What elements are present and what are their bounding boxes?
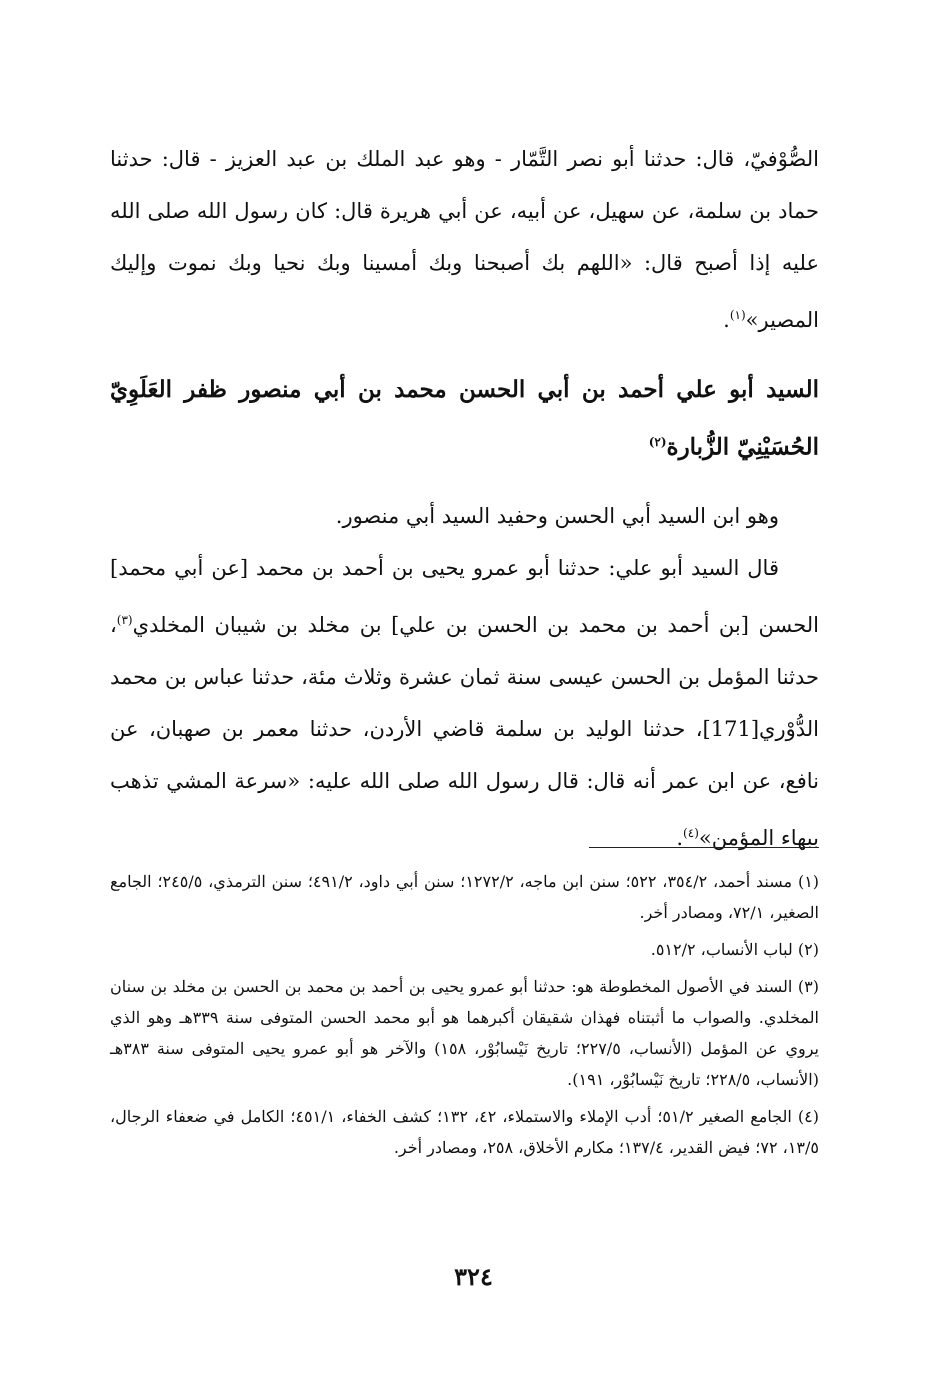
footnote-number: (٢) <box>797 940 819 959</box>
footnote-ref: (١) <box>729 308 746 322</box>
footnote-ref: (٣) <box>116 612 133 627</box>
paragraph-hadith-2 <box>110 542 819 864</box>
footnote-2 <box>110 934 819 965</box>
paragraph-text: ، حدثنا المؤمل بن الحسن عيسى سنة ثمان عشرة وثلاث مئة، حدثنا عباس بن محمد الدُّوْري[171]، حدثنا الوليد بن سلمة قاضي الأردن، حدثنا معمر بن صهبان، عن نافع، عن ابن عمر أنه قال: قال رسول الله صلى الله عليه: «سرعة المشي تذهب ببهاء المؤمن» <box>110 612 819 850</box>
footnote-text: لباب الأنساب، ٥١٢/٢. <box>650 940 793 959</box>
footnote-4 <box>110 1101 819 1163</box>
footnote-number: (١) <box>797 872 820 891</box>
footnote-divider <box>589 847 819 848</box>
footnote-number: (٤) <box>797 1107 819 1126</box>
page-number: ٣٢٤ <box>454 1262 493 1291</box>
section-heading <box>110 364 819 474</box>
paragraph-text: قال السيد أبو علي: حدثنا أبو عمرو يحيى بن أحمد بن محمد [عن أبي محمد] الحسن [بن أحمد بن محمد بن الحسن بن علي] بن مخلد بن شيبان المخلدي <box>110 555 819 637</box>
main-text <box>110 133 819 864</box>
footnote-3 <box>110 971 819 1095</box>
paragraph-text: الصُّوْفيّ، قال: حدثنا أبو نصر التَّمّار - وهو عبد الملك بن عبد العزيز - قال: حدثنا حماد بن سلمة، عن سهيل، عن أبيه، عن أبي هريرة قال: كان رسول الله صلى الله عليه إذا أصبح قال: «اللهم بك أصبحنا وبك أمسينا وبك نحيا وبك نموت وإليك المصير» <box>110 147 819 332</box>
footnote-text: مسند أحمد، ٣٥٤/٢، ٥٢٢؛ سنن ابن ماجه، ١٢٧٢/٢؛ سنن أبي داود، ٤٩١/٢؛ سنن الترمذي، ٢٤٥/٥؛ الجامع الصغير، ٧٢/١، ومصادر أخر. <box>110 872 819 922</box>
paragraph-end: . <box>723 308 730 332</box>
footnote-text: الجامع الصغير ٥١/٢؛ أدب الإملاء والاستملاء، ٤٢، ١٣٢؛ كشف الخفاء، ٤٥١/١؛ الكامل في ضعفاء الرجال، ١٣/٥، ٧٢؛ فيض القدير، ١٣٧/٤؛ مكارم الأخلاق، ٢٥٨، ومصادر أخر. <box>110 1107 819 1157</box>
footnotes <box>110 866 819 1169</box>
footnote-ref: (٤) <box>683 825 699 840</box>
footnote-1 <box>110 866 819 928</box>
paragraph-hadith-1 <box>110 133 819 346</box>
paragraph-lineage: وهو ابن السيد أبي الحسن وحفيد السيد أبي منصور. <box>335 503 779 528</box>
paragraph-end: . <box>676 825 684 850</box>
footnote-number: (٣) <box>797 977 819 996</box>
footnote-text: السند في الأصول المخطوطة هو: حدثنا أبو عمرو يحيى بن أحمد بن محمد بن الحسن بن مخلد بن سنان المخلدي. والصواب ما أثبتناه فهذان شقيقان أكبرهما هو أبو محمد الحسن المتوفى سنة ٣٣٩هـ وهو الذي يروي عن المؤمل (الأنساب، ٢٢٧/٥؛ تاريخ نَيْسابُوْر، ١٥٨) والآخر هو أبو عمرو يحيى المتوفى سنة ٣٨٣هـ (الأنساب، ٢٢٨/٥؛ تاريخ نَيْسابُوْر، ١٩١). <box>110 977 820 1089</box>
footnote-ref: (٢) <box>648 435 667 449</box>
heading-text: السيد أبو علي أحمد بن أبي الحسن محمد بن أبي منصور ظفر العَلَوِيّ الحُسَيْنِيّ الزُّبارة <box>110 376 819 461</box>
